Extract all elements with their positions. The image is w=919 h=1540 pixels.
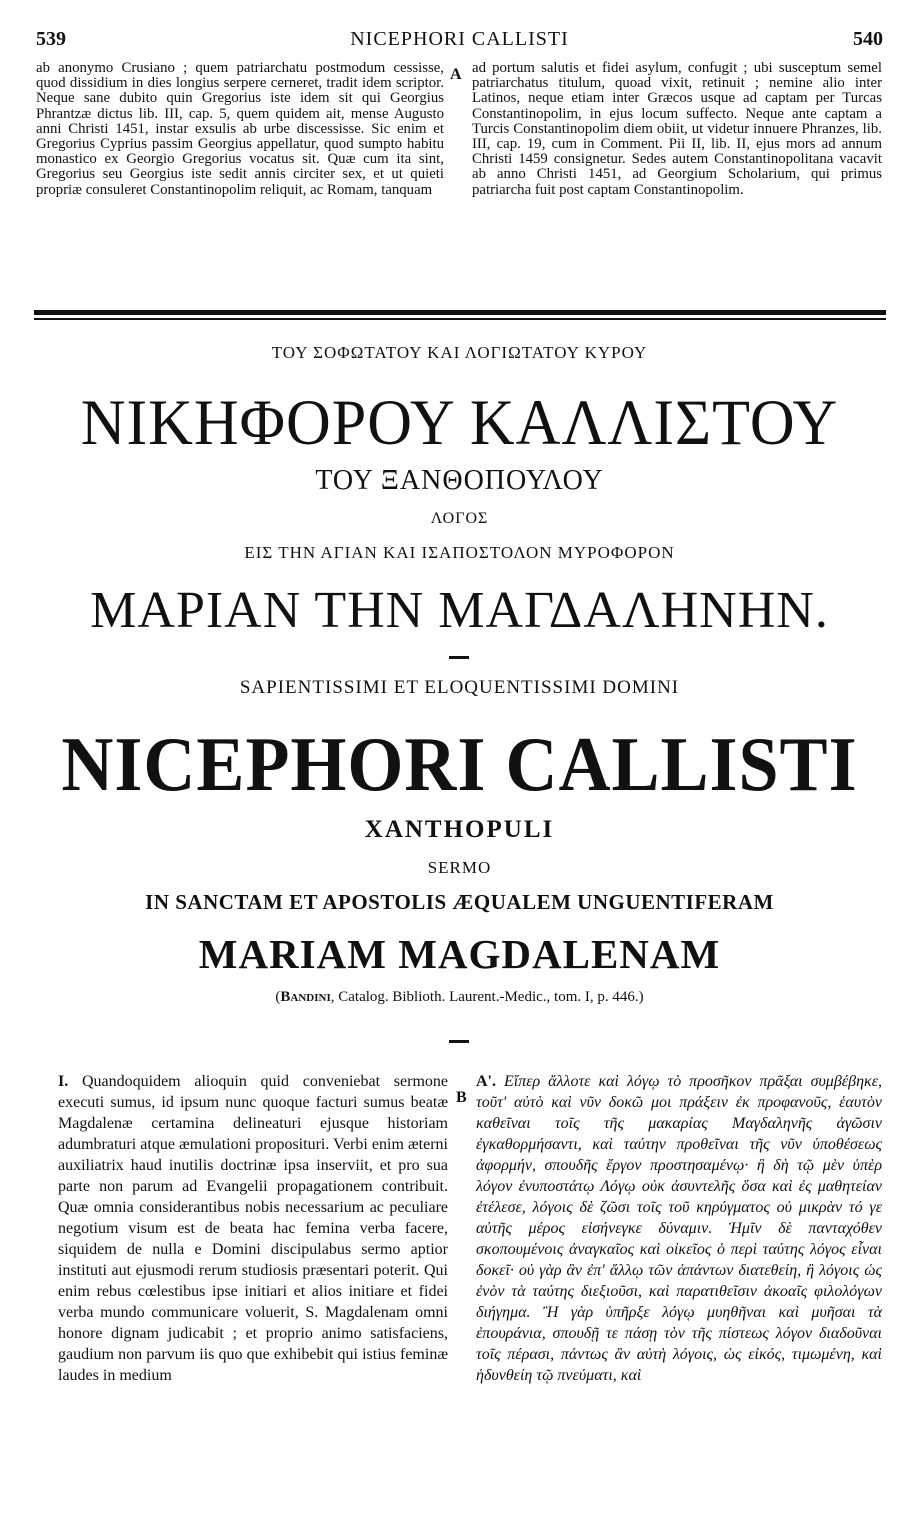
section-dash xyxy=(449,656,469,659)
latin-body-text: Quandoquidem alioquin quid conveniebat sermone executi sumus, id ipsum nunc quoque facturi sumus beatæ Magdalenæ certamina delineaturi ejusque historiam adumbraturi atque æmulationi proposituri. Verbi enim æterni auxiliatrix haud inutilis doctrinæ ipsa inserviit, et pro sua parte non parum ad Evangelii propagationem contribuit. Quæ omnia considerantibus nobis necessarium ac peculiare negotium visum est de beata hac femina verba facere, siquidem de nulla e Domini discipulabus sermo aptior instituti aut ejusmodi rerum studiosis præsentari poterit. Qui enim rebus cœlestibus ipse initiari et alios initiare et fidei verba mundo communicare voluerit, S. Magdalenam omni honore dignam judicabit ; et proprio animo satisfaciens, gaudium non parvum iis quo que exhibebit qui istius feminæ laudes in medium xyxy=(58,1073,448,1384)
citation-close: ) xyxy=(638,989,644,1005)
margin-letter-b: B xyxy=(456,1089,467,1106)
top-right-text: ad portum salutis et fidei asylum, confugit ; ubi susceptum semel patriarchatus titulum, quoad vixit, retinuit ; nemine alio inter Latinos, neque etiam inter Græcos usque ad captam per Turcas Constantinopolim, in ejus locum suffecto. Neque ante captam a Turcis Constantinopolim diem obiit, ut videtur innuere Phranzes, lib. III, cap. 19, cum in Comment. Pii II, lib. II, ejus mors ad annum Christi 1459 consignetur. Sedes autem Constantinopolitana vacavit ab anno Christi 1451, ad Georgium Scholarium, qui primus patriarcha fuit post captam Constantinopolim. xyxy=(472,60,882,198)
latin-sermo: SERMO xyxy=(427,858,492,877)
page-number-left: 539 xyxy=(36,28,66,50)
citation-details: , Catalog. Biblioth. Laurent.-Medic., tom. I, p. 446. xyxy=(330,989,639,1005)
latin-body-column xyxy=(58,1071,448,1386)
greek-author-surname: ΤΟΥ ΞΑΝΘΟΠΟΥΛΟΥ xyxy=(315,465,604,496)
latin-author-surname: XANTHOPULI xyxy=(364,816,555,843)
greek-author-name: ΝΙΚΗΦΟΡΟΥ ΚΑΛΛΙΣΤΟΥ xyxy=(80,387,839,459)
section-dash-2 xyxy=(449,1040,469,1043)
greek-logos: ΛΟΓΟΣ xyxy=(430,510,489,527)
latin-section-number: I. xyxy=(58,1073,69,1090)
greek-paragraph xyxy=(476,1071,882,1386)
top-left-text: ab anonymo Crusiano ; quem patriarchatu postmodum cessisse, quod dissidium in dies longius serpere cerneret, tradit idem scriptor. Neque sane dubito quin Gregorius iste idem sit qui Georgius Phrantzæ dictus lib. III, cap. 5, quem quidem ait, mense Augusto anni Christi 1451, instar exsulis ab urbe discessisse. Sic enim et Gregorius Cyprius passim Georgius appellatur, quod sumpto habitu monastico ex Georgio Gregorius vocatus sit. Quæ cum ita sint, Gregorius seu Georgius iste sedit annis circiter sex, et ut quieti propriæ consuleret Constantinopolim reliquit, ac Romam, tanquam xyxy=(36,60,444,198)
divider-thin xyxy=(34,318,886,320)
greek-mary-title: ΜΑΡΙΑΝ ΤΗΝ ΜΑΓΔΑΛΗΝΗΝ. xyxy=(90,582,829,639)
latin-subject: IN SANCTAM ET APOSTOLIS ÆQUALEM UNGUENTIFERAM xyxy=(145,890,774,914)
latin-paragraph xyxy=(58,1071,448,1386)
greek-subject: ΕΙΣ ΤΗΝ ΑΓΙΑΝ ΚΑΙ ΙΣΑΠΟΣΤΟΛΟΝ ΜΥΡΟΦΟΡΟΝ xyxy=(244,543,675,562)
running-title: NICEPHORI CALLISTI xyxy=(350,28,569,50)
greek-section-number: Α'. xyxy=(476,1073,496,1090)
greek-body-column xyxy=(476,1071,882,1386)
top-right-column xyxy=(472,61,882,198)
page-number-right: 540 xyxy=(853,28,883,50)
latin-mary-title: MARIAM MAGDALENAM xyxy=(198,931,721,977)
latin-author-name: NICEPHORI CALLISTI xyxy=(61,720,858,808)
running-header xyxy=(36,28,883,54)
citation xyxy=(0,989,919,1006)
latin-epithet: SAPIENTISSIMI ET ELOQUENTISSIMI DOMINI xyxy=(239,677,680,698)
top-left-column xyxy=(36,61,444,198)
margin-letter-a: A xyxy=(450,66,462,83)
greek-body-text: Εἴπερ ἄλλοτε καὶ λόγῳ τὸ προσῆκον πρᾶξαι συμβέβηκε, τοῦτ' αὐτὸ καὶ νῦν δοκῶ μοι πράξειν ἐκ προφανοῦς, ἑαυτὸν καθεῖναι τοῖς τῆς μακαρίας Μαγδαληνῆς ἀγῶσιν ἐγκαθορμήσαντι, καὶ ταύτην προθεῖναι τῆς νῦν ὑποθέσεως ἀφορμήν, σπουδῆς ἔργον προστησαμένῳ· ἣ δὴ τῷ μὲν ὑπὲρ λόγον ἐνυποστάτῳ Λόγῳ οὐκ ἀσυντελῆς ὅσα καὶ ἐς μαθητείαν ἐτέλεσε, λόγοις δὲ ζῶσι τοῖς τοῦ κηρύγματος οὐ μικρὰν τό γε αὐτῆς μέρος εἰσήνεγκε δύναμιν. Ἡμῖν δὲ πανταχόθεν σκοπουμένοις ἀναγκαῖος καὶ οἰκεῖος ὁ περὶ ταύτης λόγος εἶναι δοκεῖ· οὐ γὰρ ἂν ἐπ' ἄλλῳ τῶν ἁπάντων διατεθείη, ἢ λόγοις ὡς ἐνὸν τὰ ταύτης διεξιοῦσι, καὶ παρατιθεῖσιν ἀκοαῖς φιλολόγων διήγημα. Ἢ γὰρ ὑπῆρξε λόγῳ μυηθῆναι καὶ μυῆσαι τὰ ἐπουράνια, σπουδῇ τε πάσῃ τὸν τῆς πίστεως λόγον διαδοῦναι τοῖς πέρασι, πάντως ἂν αὐτὴ λόγοις, ὡς εἰκός, τιμωμένη, καὶ ἡδυνθείη τῷ πνεύματι, καὶ xyxy=(476,1073,882,1384)
citation-author: Bandini xyxy=(280,989,331,1005)
divider-thick xyxy=(34,310,886,315)
greek-epithet: ΤΟΥ ΣΟΦΩΤΑΤΟΥ ΚΑΙ ΛΟΓΙΩΤΑΤΟΥ ΚΥΡΟΥ xyxy=(271,343,648,362)
citation-open: ( xyxy=(275,989,281,1005)
